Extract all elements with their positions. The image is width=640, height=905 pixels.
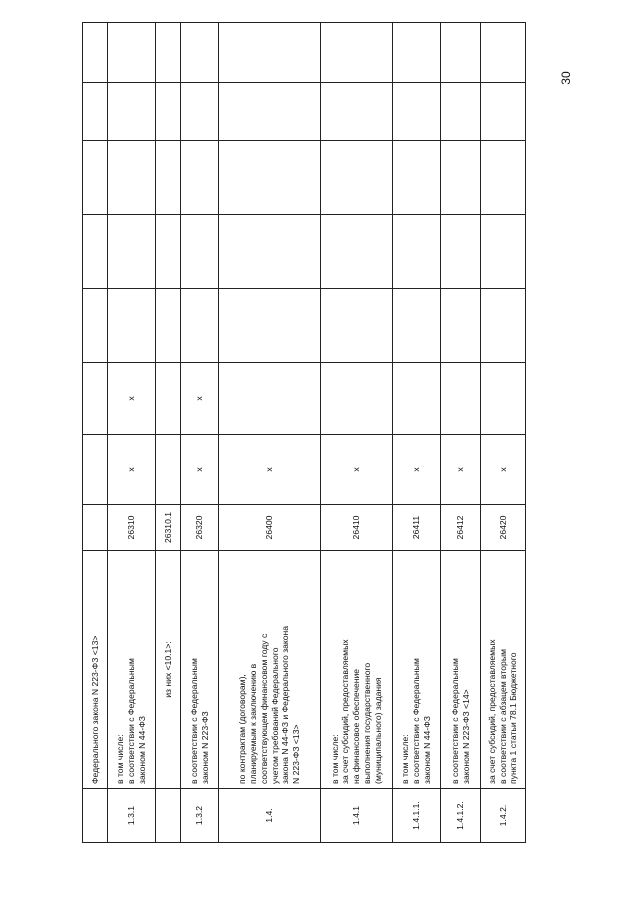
table-cell — [181, 141, 219, 215]
row-name — [108, 551, 156, 789]
row-name-line: законом N 223-ФЗ — [199, 711, 210, 784]
table-cell: x — [481, 435, 526, 505]
table-cell — [181, 83, 219, 141]
table-cell — [219, 363, 321, 435]
table-cell — [393, 289, 441, 363]
row-code — [83, 505, 108, 551]
table-cell — [441, 141, 481, 215]
table-cell — [321, 363, 393, 435]
table-row — [108, 23, 156, 843]
row-name-line: законом N 44-ФЗ — [421, 716, 432, 784]
table-cell — [219, 23, 321, 83]
table-cell — [393, 363, 441, 435]
table-cell — [441, 215, 481, 289]
row-number: 1.4.1 — [321, 789, 393, 843]
table-viewport — [82, 123, 519, 843]
table-row — [181, 23, 219, 843]
table-cell — [321, 141, 393, 215]
row-name — [156, 551, 181, 789]
table-cell — [441, 289, 481, 363]
row-name-line: учетом требований Федерального — [269, 647, 280, 784]
row-name-line: пункта 1 статьи 78.1 Бюджетного — [508, 652, 519, 784]
table-cell — [83, 289, 108, 363]
row-name-line: (муниципального) задания — [372, 677, 383, 784]
table-cell — [156, 141, 181, 215]
row-name-line: законом N 223-ФЗ <14> — [460, 689, 471, 784]
table-cell: x — [181, 363, 219, 435]
row-name-line: в том числе: — [115, 734, 126, 784]
row-number — [83, 789, 108, 843]
row-name — [219, 551, 321, 789]
table-cell — [156, 289, 181, 363]
table-row — [219, 23, 321, 843]
table-cell — [83, 141, 108, 215]
row-name-line: Федерального закона N 223-ФЗ <13> — [89, 635, 100, 784]
row-name — [441, 551, 481, 789]
table-body — [83, 23, 526, 843]
table-cell — [481, 141, 526, 215]
table-cell — [108, 215, 156, 289]
row-name-line: законом N 44-ФЗ — [136, 716, 147, 784]
table-row — [321, 23, 393, 843]
budget-table — [82, 22, 526, 843]
table-cell — [156, 215, 181, 289]
table-row — [156, 23, 181, 843]
row-code: 26310.1 — [156, 505, 181, 551]
table-cell — [481, 215, 526, 289]
table-row — [393, 23, 441, 843]
table-cell — [481, 363, 526, 435]
row-name — [181, 551, 219, 789]
table-cell — [441, 363, 481, 435]
row-name — [393, 551, 441, 789]
row-number: 1.4.1.2. — [441, 789, 481, 843]
row-code: 26410 — [321, 505, 393, 551]
table-cell — [219, 289, 321, 363]
table-cell — [481, 83, 526, 141]
table-cell — [441, 83, 481, 141]
table-cell — [156, 435, 181, 505]
table-cell — [219, 215, 321, 289]
table-cell: x — [321, 435, 393, 505]
table-cell — [156, 83, 181, 141]
row-name-line: по контрактам (договорам), — [237, 674, 248, 784]
table-cell — [108, 289, 156, 363]
table-cell — [108, 83, 156, 141]
row-name-line: в соответствии с Федеральным — [449, 658, 460, 784]
table-cell — [83, 83, 108, 141]
table-cell — [393, 141, 441, 215]
row-code: 26320 — [181, 505, 219, 551]
row-number: 1.4.2. — [481, 789, 526, 843]
row-name-line: за счет субсидий, предоставляемых — [486, 639, 497, 784]
row-number: 1.3.1 — [108, 789, 156, 843]
table-cell — [321, 83, 393, 141]
row-name-line: в том числе: — [400, 734, 411, 784]
table-cell — [219, 83, 321, 141]
row-name — [321, 551, 393, 789]
row-name-line: в соответствии с Федеральным — [126, 658, 137, 784]
row-code: 26412 — [441, 505, 481, 551]
row-number: 1.4.1.1. — [393, 789, 441, 843]
table-cell: x — [108, 435, 156, 505]
table-cell — [83, 215, 108, 289]
row-name-line: закона N 44-ФЗ и Федерального закона — [280, 625, 291, 784]
table-cell — [441, 23, 481, 83]
table-cell — [83, 363, 108, 435]
row-code: 26411 — [393, 505, 441, 551]
table-cell: x — [219, 435, 321, 505]
table-cell — [321, 23, 393, 83]
row-name-line: на финансовое обеспечение — [351, 668, 362, 784]
row-name-line: выполнения государственного — [361, 662, 372, 784]
table-cell — [156, 23, 181, 83]
table-cell — [321, 215, 393, 289]
table-cell — [393, 215, 441, 289]
table-cell — [108, 23, 156, 83]
row-number: 1.3.2 — [181, 789, 219, 843]
table-cell: x — [393, 435, 441, 505]
table-cell — [108, 141, 156, 215]
row-name — [481, 551, 526, 789]
row-number: 1.4. — [219, 789, 321, 843]
row-name-line: из них <10.1>: — [162, 641, 173, 698]
table-cell: x — [441, 435, 481, 505]
row-name-line: соответствующем финансовом году с — [258, 633, 269, 784]
row-name-line: в том числе: — [329, 734, 340, 784]
table-cell — [393, 23, 441, 83]
table-cell — [156, 363, 181, 435]
row-name-line: в соответствии с Федеральным — [188, 658, 199, 784]
row-name-line: планируемым к заключению в — [248, 663, 259, 784]
rotated-table-wrapper — [82, 123, 519, 843]
table-cell — [481, 23, 526, 83]
row-name — [83, 551, 108, 789]
table-cell — [181, 23, 219, 83]
row-name-line: N 223-ФЗ <13> — [290, 724, 301, 784]
row-code: 26420 — [481, 505, 526, 551]
table-cell — [83, 23, 108, 83]
table-row — [481, 23, 526, 843]
table-cell — [219, 141, 321, 215]
row-code: 26310 — [108, 505, 156, 551]
table-cell — [321, 289, 393, 363]
table-cell — [393, 83, 441, 141]
row-code: 26400 — [219, 505, 321, 551]
page-number: 30 — [559, 71, 573, 85]
row-name-line: в соответствии с абзацем вторым — [497, 649, 508, 784]
table-cell: x — [181, 435, 219, 505]
table-cell — [181, 289, 219, 363]
table-cell: x — [108, 363, 156, 435]
table-cell — [481, 289, 526, 363]
row-number — [156, 789, 181, 843]
table-cell — [181, 215, 219, 289]
row-name-line: за счет субсидий, предоставляемых — [340, 639, 351, 784]
table-cell — [83, 435, 108, 505]
table-row — [83, 23, 108, 843]
row-name-line: в соответствии с Федеральным — [411, 658, 422, 784]
table-row — [441, 23, 481, 843]
